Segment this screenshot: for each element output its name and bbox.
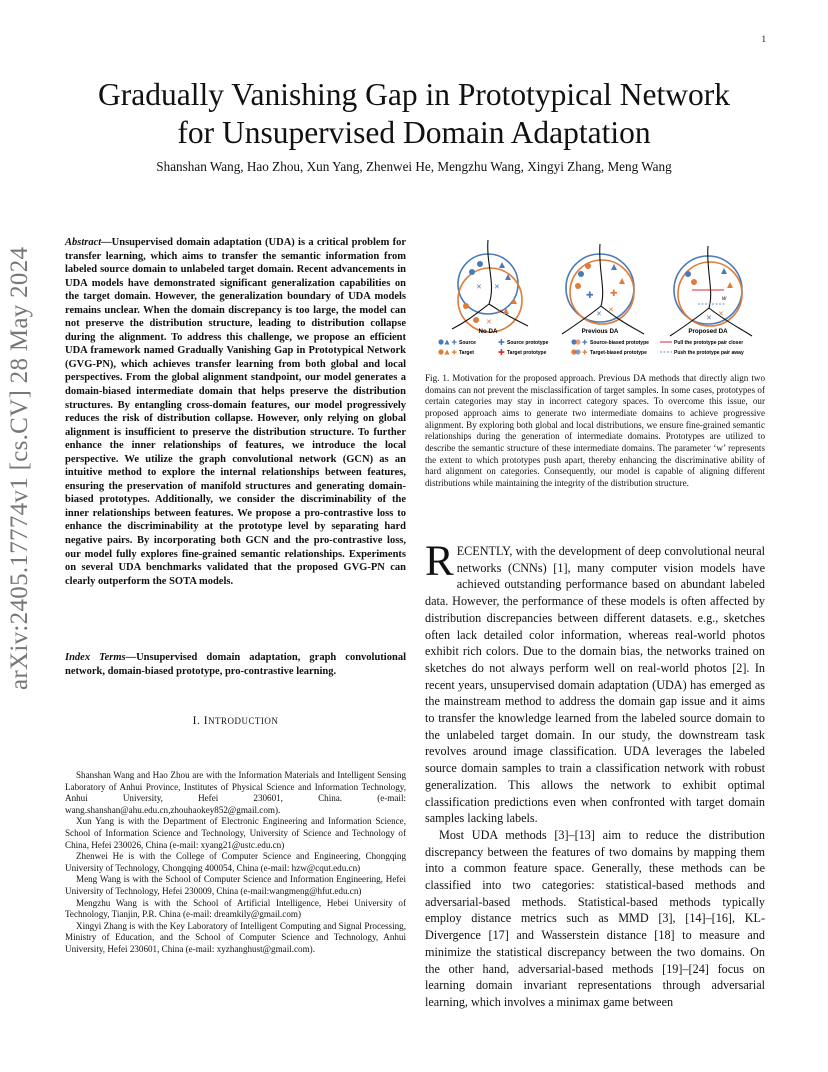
svg-text:✕: ✕ <box>596 311 602 318</box>
author-list: Shanshan Wang, Hao Zhou, Xun Yang, Zhenwei He, Mengzhu Wang, Xingyi Zhang, Meng Wang <box>156 159 672 174</box>
svg-text:✚: ✚ <box>451 349 457 357</box>
svg-text:✕: ✕ <box>476 284 482 291</box>
panel-no-da <box>452 240 528 332</box>
svg-text:✚: ✚ <box>582 349 588 357</box>
section-number: I. <box>192 715 204 727</box>
title-line-1: Gradually Vanishing Gap in Prototypical Network <box>98 77 730 112</box>
legend-target: Target <box>459 350 474 356</box>
legend-target-prototype: Target prototype <box>507 350 547 356</box>
svg-text:✕: ✕ <box>486 319 492 326</box>
paper-title <box>40 76 788 152</box>
title-line-2: for Unsupervised Domain Adaptation <box>177 115 651 150</box>
paragraph <box>425 538 765 827</box>
arxiv-identifier[interactable]: arXiv:2405.17774v1 [cs.CV] 28 May 2024 <box>6 246 33 690</box>
section-title-rest: NTRODUCTION <box>208 716 279 726</box>
svg-text:✕: ✕ <box>608 307 614 314</box>
abstract <box>65 236 406 588</box>
legend-source-prototype: Source prototype <box>507 340 549 346</box>
svg-text:✚: ✚ <box>582 339 588 347</box>
panel-proposed-da <box>670 246 752 336</box>
svg-text:✕: ✕ <box>496 309 502 316</box>
figure-1-diagram <box>436 234 766 364</box>
svg-text:✚: ✚ <box>451 339 457 347</box>
legend-pull: Pull the prototype pair closer <box>674 340 744 346</box>
footnote: Mengzhu Wang is with the School of Artificial Intelligence, Hebei University of Technology, Tianjin, P.R. China (e-mail: dreamkily@gmail.com) <box>65 897 406 920</box>
drop-cap: R <box>425 538 454 585</box>
footnote: Zhenwei He is with the College of Computer Science and Engineering, Chongqing University of Technology, Chongqing 400054, China (e-mail: hzw@cqut.edu.cn) <box>65 851 406 873</box>
legend-source-biased-prototype: Source-biased prototype <box>590 340 649 346</box>
author-affiliations <box>65 770 406 956</box>
legend-push: Push the prototype pair away <box>674 350 744 356</box>
section-heading-introduction <box>65 715 406 727</box>
svg-text:✚: ✚ <box>498 338 505 347</box>
index-terms-text: —Unsupervised domain adaptation, graph convolutional network, domain-biased prototype, pro-contrastive learning. <box>65 652 406 677</box>
svg-text:✕: ✕ <box>718 311 724 318</box>
panel-previous-da <box>562 244 644 334</box>
paragraph: Most UDA methods [3]–[13] aim to reduce the distribution discrepancy between the features of two domains by mapping them into a common feature space. Generally, these methods can be classified into two categories: statistical-based methods and adversarial-based methods. Statistical-based methods typically employ distance metrics such as MMD [3], [14]–[16], KL-Divergence [17] and Wasserstein distance [18] to measure and minimize the statistical discrepancy between the two domains. On the other hand, adversarial-based methods [19]–[24] focus on learning domain invariant representations through adversarial learning, which involves a minimax game between <box>425 827 765 1009</box>
page-number: 1 <box>761 34 766 44</box>
decision-boundary <box>670 246 752 336</box>
introduction-body <box>425 538 765 1011</box>
panel-label: Proposed DA <box>688 328 728 335</box>
legend-source: Source <box>459 340 476 346</box>
svg-text:✚: ✚ <box>610 288 618 298</box>
svg-text:✕: ✕ <box>706 315 712 322</box>
panel-label: No DA <box>478 328 498 335</box>
target-domain-circle <box>570 260 634 324</box>
footnote: Xun Yang is with the Department of Electronic Engineering and Information Science, School of Information Science and Technology, University of Science and Technology of China, Hefei 230026, China (e-mail: xyang21@ustc.edu.cn) <box>65 816 406 850</box>
figure-caption: Fig. 1. Motivation for the proposed approach. Previous DA methods that directly align two domains can not prevent the misclassification of target samples. In some cases, prototypes of certain categories may stay in incorrect category spaces. To overcome this issue, our proposed approach aims to generate two intermediate domains to achieve progressive alignment. By exploring both global and local distributions, we ensure fine-grained semantic relationships during the generation of intermediate domains. Prototypes are utilized to describe the semantic structure of these intermediate domains. The parameter ‘w’ represents the extent to which prototypes push apart, thereby enhancing the discriminative ability of hard alignment on categories. Consequently, our model is capable of aligning different distributions while maintaining the integrity of the distribution structure. <box>425 373 765 488</box>
svg-text:✚: ✚ <box>586 290 594 300</box>
svg-text:w: w <box>722 296 727 302</box>
abstract-text: —Unsupervised domain adaptation (UDA) is a critical problem for transfer learning, which aims to transfer the semantic information from labeled source domain to unlabeled target domain. Recent advancements in UDA models have demonstrated significant generalization capabilities on the target domain. However, the generalization boundary of UDA models remains unclear. When the domain discrepancy is too large, the model can not preserve the distribution structure, leading to distribution collapse during the alignment. To address this challenge, we propose an efficient UDA framework named Gradually Vanishing Gap in Prototypical Network (GVG-PN), which achieves transfer learning from both global and local perspectives. From the global alignment standpoint, our model generates a domain-biased intermediate domain that helps preserve the distribution structures. By entangling cross-domain features, our model progressively reduces the risk of distribution collapse. However, only relying on global alignment is insufficient to preserve the distribution structure. To further enhance the inner relationships of features, we introduce the local perspective. We utilize the graph convolutional network (GCN) as an intuitive method to explore the internal relationships between features, ensuring the preservation of manifold structures and generating domain-biased prototypes. Additionally, we consider the discriminability of the inner relationships between features. We propose a pro-contrastive loss to enhance the discriminability at the prototype level by separating hard negative pairs. By incorporating both GCN and the pro-contrastive loss, our model fully explores fine-grained semantic relationships. Experiments on several UDA benchmarks validated that the proposed GVG-PN can clearly outperform the SOTA models. <box>65 237 406 587</box>
decision-boundary <box>562 244 644 334</box>
abstract-label: Abstract <box>65 237 102 248</box>
paragraph-text: ECENTLY, with the development of deep convolutional neural networks (CNNs) [1], many computer vision models have achieved outstanding performance based on abundant labeled data. However, the performance of these models is often affected by distribution discrepancies between different datasets. e.g., sketches often lack detailed color information, whereas real-world photos exhibit rich colors. Due to the domain bias, the networks trained on sketches do not always perform well on real-world photos [2]. In recent years, unsupervised domain adaptation (UDA) has emerged as the mainstream method to address the domain gap issue and it aims to transfer the knowledge learned from the labeled source domain to the unlabeled target domain. In our study, the downstream task revolves around image classification. UDA leverages the labeled source domain samples to train a classification network with robust generalization. This allows the network to exhibit optimal classification predictions even when confronted with target domain samples lacking labels. <box>425 544 765 826</box>
index-terms-label: Index Terms <box>65 652 126 663</box>
footnote: Xingyi Zhang is with the Key Laboratory of Intelligent Computing and Signal Processing, Ministry of Education, and the School of Computer Science and Technology, Anhui University, Hefei 230601, China (e-mail: xyzhanghust@gmail.com). <box>65 920 406 954</box>
panel-label: Previous DA <box>581 328 619 335</box>
footnote: Shanshan Wang and Hao Zhou are with the Information Materials and Intelligent Sensing Laboratory of Anhui Province, Institutes of Physical Science and Information Technology, Anhui University, Hefei 230601, China. (e-mail: wang.shanshan@ahu.edu.cn,zhouhaokey852@gmail.com). <box>65 770 406 815</box>
figure-legend <box>438 338 744 357</box>
svg-text:✕: ✕ <box>494 284 500 291</box>
svg-text:✚: ✚ <box>498 348 505 357</box>
footnote: Meng Wang is with the School of Computer Science and Information Engineering, Hefei University of Technology, Hefei 230009, China (e-mail:wangmeng@hfut.edu.cn) <box>65 874 406 896</box>
index-terms <box>65 651 406 678</box>
section-title-initial: I <box>203 715 209 727</box>
legend-target-biased-prototype: Target-biased prototype <box>590 350 647 356</box>
